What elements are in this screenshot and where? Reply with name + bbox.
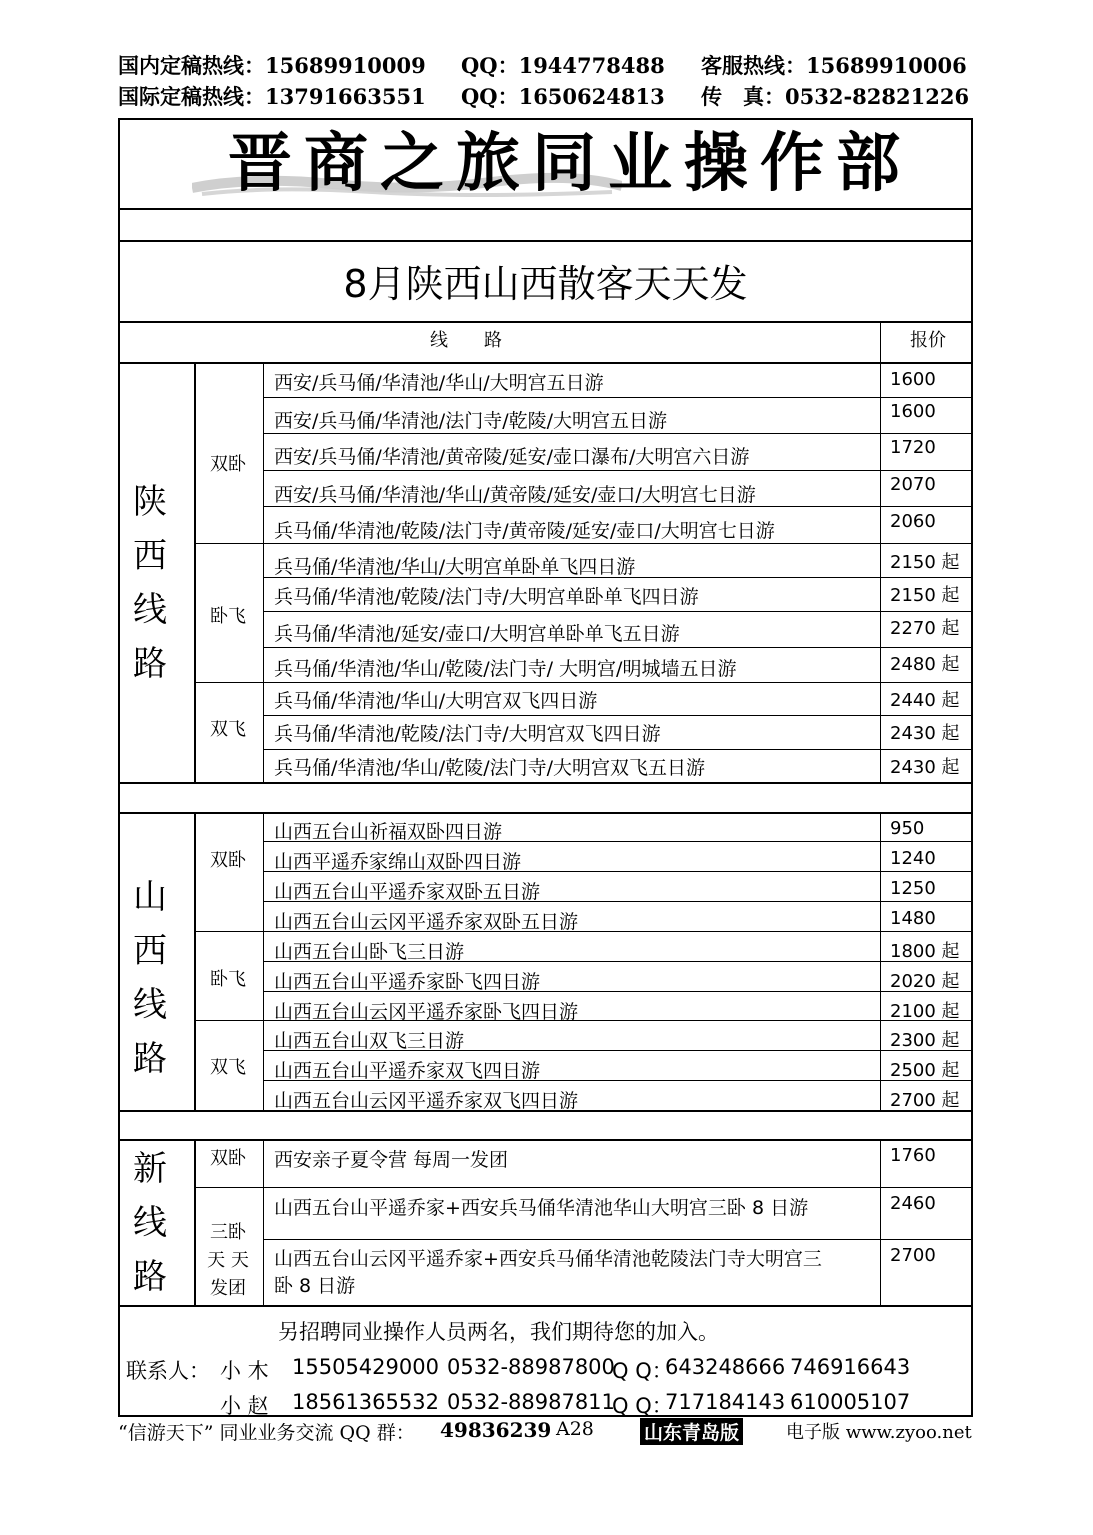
route-shanxi-3: 山西五台山平遥乔家双卧五日游	[274, 881, 541, 903]
group-label-shanxi-2: 卧飞	[210, 969, 246, 990]
footer-page-number: A28	[556, 1418, 594, 1440]
price-shanxi-6: 2020 起	[890, 971, 960, 992]
contact-mobile-2: 18561365532	[292, 1390, 439, 1414]
price-shaanxi-5: 2060	[890, 511, 936, 532]
price-new-1: 1760	[890, 1145, 936, 1166]
footer-group-label: “信游天下” 同业业务交流 QQ 群：	[118, 1422, 415, 1444]
route-new-2: 山西五台山平遥乔家+西安兵马俑华清池华山大明宫三卧 8 日游	[274, 1197, 809, 1219]
contact-mobile-1: 15505429000	[292, 1355, 439, 1379]
route-shaanxi-12: 兵马俑/华清池/华山/乾陵/法门寺/大明宫双飞五日游	[274, 757, 706, 779]
price-shanxi-10: 2700 起	[890, 1090, 960, 1111]
route-shaanxi-10: 兵马俑/华清池/华山/大明宫双飞四日游	[274, 690, 598, 712]
contact-phone-1: 0532-88987800	[447, 1355, 615, 1379]
contact-name-1: 小 木	[220, 1359, 269, 1383]
footer-group-number: 49836239	[440, 1418, 552, 1442]
contact-qq-label-1: Q Q：	[612, 1359, 673, 1383]
route-shaanxi-4: 西安/兵马俑/华清池/华山/黄帝陵/延安/壶口/大明宫七日游	[274, 484, 756, 506]
contact-qq2-2: 610005107	[790, 1390, 911, 1414]
route-shaanxi-9: 兵马俑/华清池/华山/乾陵/法门寺/ 大明宫/明城墙五日游	[274, 658, 737, 680]
footer-edition-badge: 山东青岛版	[640, 1418, 743, 1445]
route-shanxi-2: 山西平遥乔家绵山双卧四日游	[274, 851, 522, 873]
group-label-shaanxi-2: 卧飞	[210, 606, 246, 627]
column-header-route: 线 路	[430, 330, 502, 351]
column-header-price: 报价	[910, 330, 946, 351]
contact-qq-label-2: Q Q：	[612, 1394, 673, 1418]
route-shanxi-8: 山西五台山双飞三日游	[274, 1030, 465, 1052]
route-shaanxi-11: 兵马俑/华清池/乾陵/法门寺/大明宫双飞四日游	[274, 723, 661, 745]
group-label-new-2c: 发团	[210, 1278, 246, 1299]
contact-qq1-1: 643248666	[665, 1355, 786, 1379]
price-shaanxi-8: 2270 起	[890, 618, 960, 639]
route-new-3a: 山西五台山云冈平遥乔家+西安兵马俑华清池乾陵法门寺大明宫三	[274, 1248, 822, 1270]
price-shaanxi-10: 2440 起	[890, 690, 960, 711]
route-shanxi-7: 山西五台山云冈平遥乔家卧飞四日游	[274, 1001, 579, 1023]
price-shaanxi-2: 1600	[890, 401, 936, 422]
intl-qq: QQ：1650624813	[461, 84, 665, 109]
service-hotline: 客服热线：15689910006	[701, 53, 967, 78]
group-label-shaanxi-1: 双卧	[210, 454, 246, 475]
price-shaanxi-12: 2430 起	[890, 757, 960, 778]
group-label-shanxi-1: 双卧	[210, 850, 246, 871]
page-subtitle: 8月陕西山西散客天天发	[343, 262, 748, 306]
contact-qq1-2: 717184143	[665, 1390, 786, 1414]
route-shanxi-1: 山西五台山祈福双卧四日游	[274, 821, 503, 843]
group-label-shaanxi-3: 双飞	[210, 719, 246, 740]
route-shanxi-9: 山西五台山平遥乔家双飞四日游	[274, 1060, 541, 1082]
group-label-new-1: 双卧	[210, 1148, 246, 1169]
page-title: 晋商之旅同业操作部	[228, 126, 912, 201]
route-shanxi-6: 山西五台山平遥乔家卧飞四日游	[274, 971, 541, 993]
price-shanxi-3: 1250	[890, 878, 936, 899]
fax-number: 传 真：0532-82821226	[701, 84, 970, 109]
domestic-hotline: 国内定稿热线：15689910009	[118, 53, 426, 78]
route-shanxi-4: 山西五台山云冈平遥乔家双卧五日游	[274, 911, 579, 933]
recruit-notice: 另招聘同业操作人员两名，我们期待您的加入。	[278, 1320, 719, 1344]
contact-label: 联系人：	[126, 1359, 210, 1383]
price-shanxi-7: 2100 起	[890, 1001, 960, 1022]
route-shanxi-5: 山西五台山卧飞三日游	[274, 941, 465, 963]
price-shanxi-5: 1800 起	[890, 941, 960, 962]
contact-phone-2: 0532-88987811	[447, 1390, 615, 1414]
contact-name-2: 小 赵	[220, 1394, 269, 1418]
hotline-row-1	[118, 50, 978, 78]
price-new-2: 2460	[890, 1193, 936, 1214]
route-shaanxi-3: 西安/兵马俑/华清池/黄帝陵/延安/壶口瀑布/大明宫六日游	[274, 446, 750, 468]
route-shanxi-10: 山西五台山云冈平遥乔家双飞四日游	[274, 1090, 579, 1112]
hotline-row-2	[118, 81, 978, 109]
price-shanxi-1: 950	[890, 818, 925, 839]
price-shaanxi-9: 2480 起	[890, 654, 960, 675]
footer	[118, 1418, 978, 1448]
footer-website: 电子版 www.zyoo.net	[786, 1422, 972, 1443]
price-shaanxi-4: 2070	[890, 474, 936, 495]
section-label-shanxi: 山 西 线 路	[133, 877, 167, 1079]
price-shanxi-8: 2300 起	[890, 1030, 960, 1051]
price-shanxi-2: 1240	[890, 848, 936, 869]
price-new-3: 2700	[890, 1245, 936, 1266]
route-shaanxi-1: 西安/兵马俑/华清池/华山/大明宫五日游	[274, 372, 604, 394]
route-new-1: 西安亲子夏令营 每周一发团	[274, 1149, 509, 1171]
route-shaanxi-7: 兵马俑/华清池/乾陵/法门寺/大明宫单卧单飞四日游	[274, 586, 699, 608]
price-shaanxi-3: 1720	[890, 437, 936, 458]
group-label-new-2a: 三卧	[210, 1222, 246, 1243]
price-shanxi-9: 2500 起	[890, 1060, 960, 1081]
group-label-new-2b: 天 天	[207, 1250, 249, 1271]
price-shaanxi-11: 2430 起	[890, 723, 960, 744]
section-label-new: 新 线 路	[133, 1149, 167, 1297]
group-label-shanxi-3: 双飞	[210, 1057, 246, 1078]
intl-hotline: 国际定稿热线：13791663551	[118, 84, 426, 109]
route-shaanxi-2: 西安/兵马俑/华清池/法门寺/乾陵/大明宫五日游	[274, 410, 668, 432]
price-shaanxi-1: 1600	[890, 369, 936, 390]
route-new-3b: 卧 8 日游	[274, 1275, 356, 1297]
price-shaanxi-6: 2150 起	[890, 552, 960, 573]
price-sheet	[118, 118, 973, 1417]
route-shaanxi-6: 兵马俑/华清池/华山/大明宫单卧单飞四日游	[274, 556, 636, 578]
price-shaanxi-7: 2150 起	[890, 585, 960, 606]
route-shaanxi-8: 兵马俑/华清池/延安/壶口/大明宫单卧单飞五日游	[274, 623, 680, 645]
section-label-shaanxi: 陕 西 线 路	[133, 482, 167, 684]
contact-qq2-1: 746916643	[790, 1355, 911, 1379]
price-shanxi-4: 1480	[890, 908, 936, 929]
domestic-qq: QQ：1944778488	[461, 53, 665, 78]
route-shaanxi-5: 兵马俑/华清池/乾陵/法门寺/黄帝陵/延安/壶口/大明宫七日游	[274, 520, 775, 542]
